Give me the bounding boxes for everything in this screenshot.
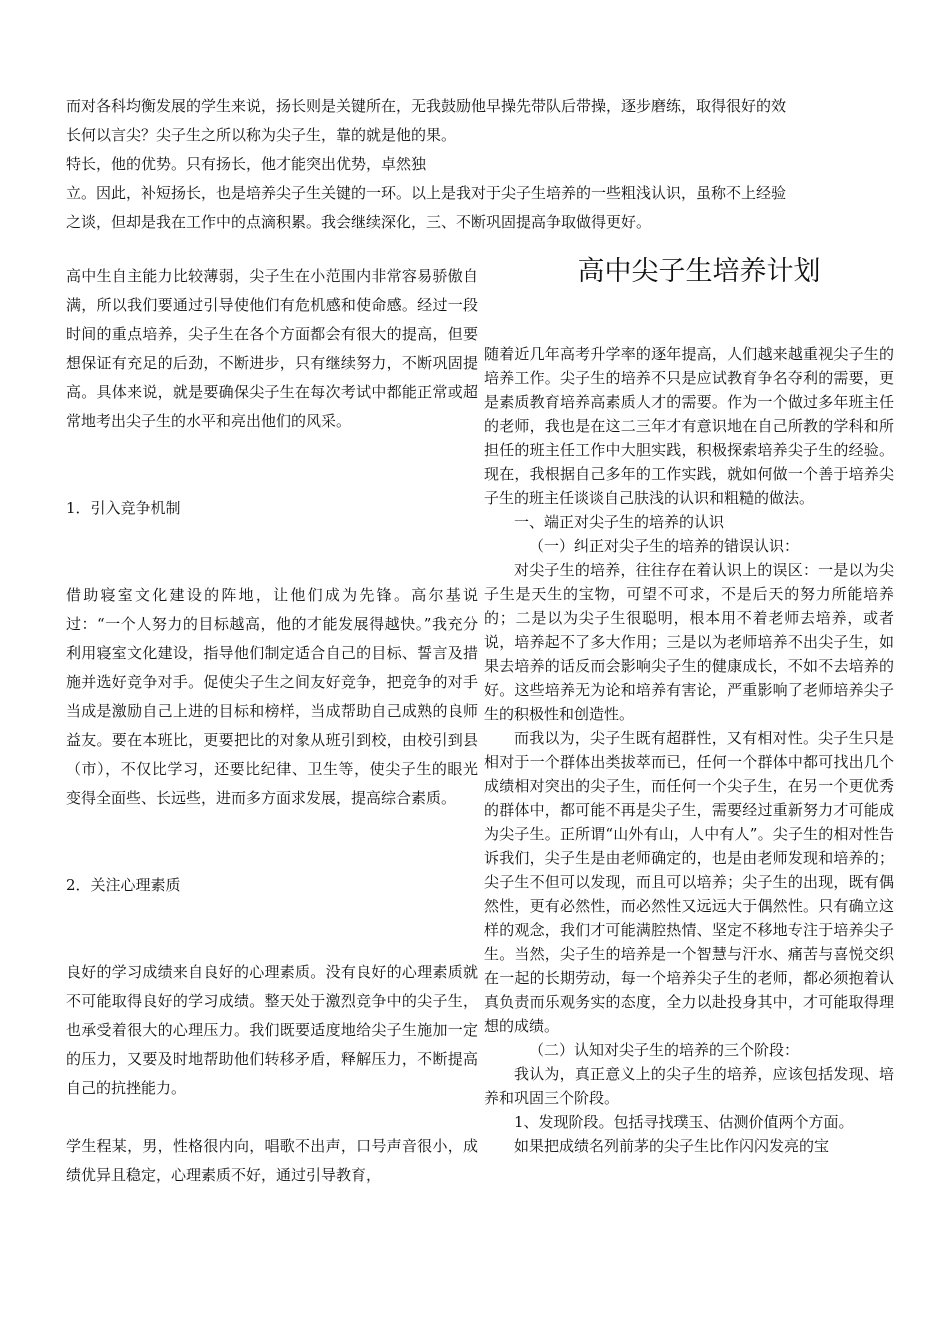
paragraph: 我认为，真正意义上的尖子生的培养，应该包括发现、培养和巩固三个阶段。 [484, 1065, 894, 1107]
paragraph: 1、发现阶段。包括寻找璞玉、估测价值两个方面。 [514, 1113, 854, 1131]
paragraph: 而我以为，尖子生既有超群性，又有相对性。尖子生只是相对于一个群体出类拔萃而已，任何一个群体中都可找出几个成绩相对突出的尖子生，而任何一个尖子生，在另一个更优秀的群体中，都可能不再是尖子生，需要经过重新努力才可能成为尖子生。正所谓“山外有山，人中有人”。尖子生的相对性告诉我们，尖子生是由老师确定的，也是由老师发现和培养的；尖子生不但可以发现，而且可以培养；尖子生的出现，既有偶然性，更有必然性，而必然性又远远大于偶然性。只有确立这样的观念，我们才可能满腔热情、坚定不移地专注于培养尖子生。当然，尖子生的培养是一个智慧与汗水、痛苦与喜悦交织在一起的长期劳动，每一个培养尖子生的老师，都必须抱着认真负责而乐观务实的态度，全力以赴投身其中，才可能取得理想的成绩。 [484, 729, 894, 1035]
paragraph: 高中生自主能力比较薄弱，尖子生在小范围内非常容易骄傲自满，所以我们要通过引导使他们有危机感和使命感。经过一段时间的重点培养，尖子生在各个方面都会有很大的提高，但要想保证有充足的后劲，不断进步，只有继续努力，不断巩固提高。具体来说，就是要确保尖子生在每次考试中都能正常或超常地考出尖子生的水平和亮出他们的风采。 [66, 267, 478, 430]
paragraph: 学生程某，男，性格很内向，唱歌不出声，口号声音很小，成绩优异且稳定，心理素质不好，通过引导教育， [66, 1137, 478, 1184]
section-heading-psychology: 2．关注心理素质 [66, 876, 181, 894]
top-line: 立。因此，补短扬长，也是培养尖子生关键的一环。以上是我对于尖子生培养的一些粗浅认识，虽称不上经验 [66, 184, 787, 202]
section-heading-competition: 1．引入竞争机制 [66, 499, 181, 517]
top-text-block [66, 92, 886, 237]
top-line: 长何以言尖？尖子生之所以称为尖子生，靠的就是他的果。 [66, 126, 457, 144]
top-line: 之谈，但却是我在工作中的点滴积累。我会继续深化，三、不断巩固提高争取做得更好。 [66, 213, 652, 231]
left-column [66, 262, 478, 1190]
top-line: 而对各科均衡发展的学生来说，扬长则是关键所在，无我鼓励他早操先带队后带操，逐步磨练，取得很好的效 [66, 97, 787, 115]
subsection-heading: （一）纠正对尖子生的培养的错误认识： [529, 537, 800, 555]
paragraph: 借助寝室文化建设的阵地，让他们成为先锋。高尔基说过：“一个人努力的目标越高，他的才能发展得越快。”我充分利用寝室文化建设，指导他们制定适合自己的目标、誓言及措施并选好竞争对手。促使尖子生之间友好竞争，把竞争的对手当成是激励自己上进的目标和榜样，当成帮助自己成熟的良师益友。要在本班比，更要把比的对象从班引到校，由校引到县（市），不仅比学习，还要比纪律、卫生等，使尖子生的眼光变得全面些、长远些，进而多方面求发展，提高综合素质。 [66, 586, 478, 807]
section-heading: 一、端正对尖子生的培养的认识 [514, 513, 725, 531]
right-column [484, 252, 894, 1158]
paragraph: 良好的学习成绩来自良好的心理素质。没有良好的心理素质就不可能取得良好的学习成绩。整天处于激烈竞争中的尖子生，也承受着很大的心理压力。我们既要适度地给尖子生施加一定的压力，又要及时地帮助他们转移矛盾，释解压力，不断提高自己的抗挫能力。 [66, 963, 478, 1097]
paragraph: 随着近几年高考升学率的逐年提高，人们越来越重视尖子生的培养工作。尖子生的培养不只是应试教育争名夺利的需要，更是素质教育培养高素质人才的需要。作为一个做过多年班主任的老师，我也是在这二三年才有意识地在自己所教的学科和所担任的班主任工作中大胆实践，积极探索培养尖子生的经验。现在，我根据自己多年的工作实践，就如何做一个善于培养尖子生的班主任谈谈自己肤浅的认识和粗糙的做法。 [484, 345, 894, 507]
paragraph: 对尖子生的培养，往往存在着认识上的误区：一是以为尖子生是天生的宝物，可望不可求，不是后天的努力所能培养的；二是以为尖子生很聪明，根本用不着老师去培养，或者说，培养起不了多大作用；三是以为老师培养不出尖子生，如果去培养的话反而会影响尖子生的健康成长，不如不去培养的好。这些培养无为论和培养有害论，严重影响了老师培养尖子生的积极性和创造性。 [484, 561, 894, 723]
top-line: 特长，他的优势。只有扬长，他才能突出优势，卓然独 [66, 155, 427, 173]
subsection-heading: （二）认知对尖子生的培养的三个阶段： [529, 1041, 800, 1059]
paragraph: 如果把成绩名列前茅的尖子生比作闪闪发亮的宝 [514, 1137, 830, 1155]
document-title: 高中尖子生培养计划 [577, 256, 821, 287]
